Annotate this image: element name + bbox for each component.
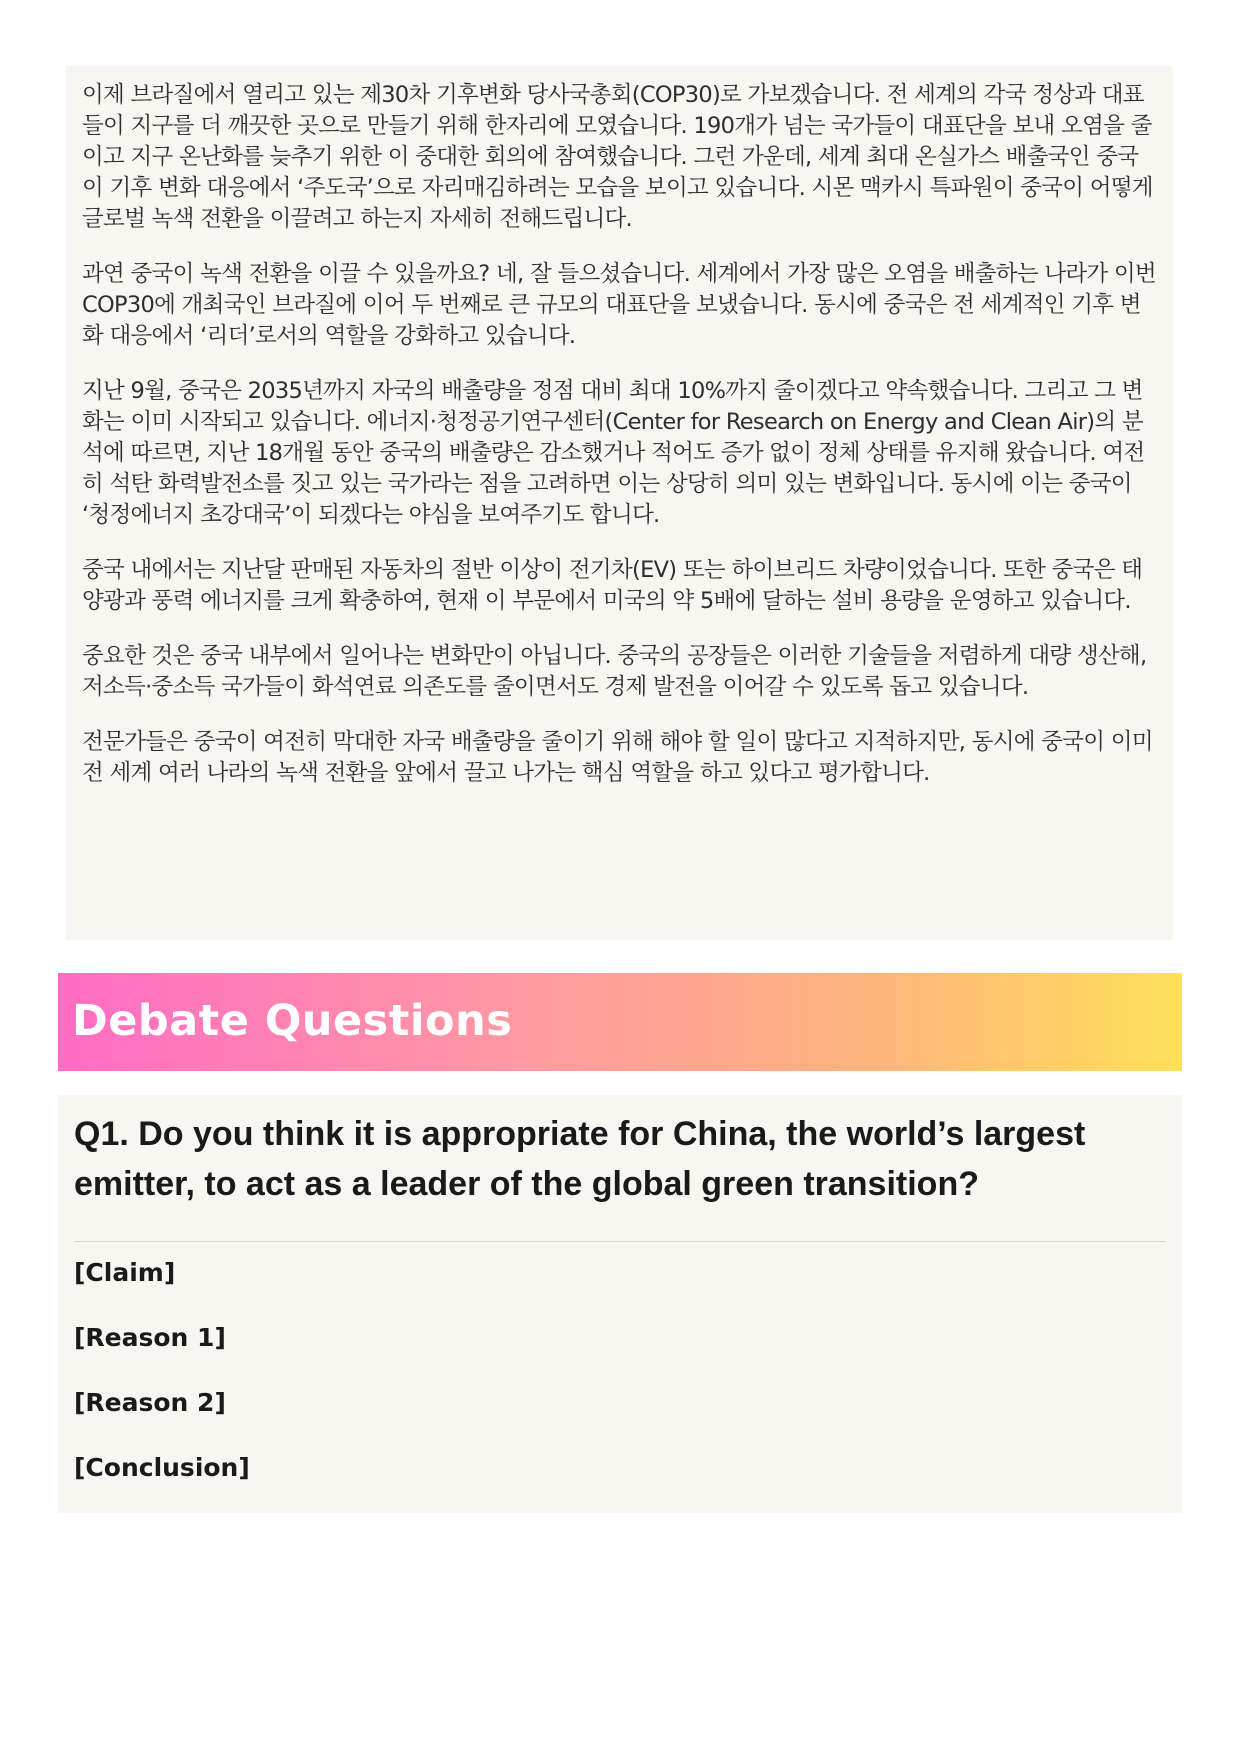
- conclusion-label: [Conclusion]: [74, 1453, 250, 1482]
- debate-banner: [58, 973, 1182, 1071]
- article-paragraph: 과연 중국이 녹색 전환을 이끌 수 있을까요? 네, 잘 들으셨습니다. 세계에서 가장 많은 오염을 배출하는 나라가 이번 COP30에 개최국인 브라질에 이어 두 번째로 큰 규모의 대표단을 보냈습니다. 동시에 중국은 전 세계적인 기후 변화 대응에서 ‘리더’로서의 역할을 강화하고 있습니다.: [82, 261, 1156, 349]
- article-panel: [66, 66, 1173, 940]
- article-paragraph: 중국 내에서는 지난달 판매된 자동차의 절반 이상이 전기차(EV) 또는 하이브리드 차량이었습니다. 또한 중국은 태양광과 풍력 에너지를 크게 확충하여, 현재 이 부문에서 미국의 약 5배에 달하는 설비 용량을 운영하고 있습니다.: [82, 557, 1143, 614]
- question-box: [58, 1095, 1182, 1513]
- article-paragraph: 이제 브라질에서 열리고 있는 제30차 기후변화 당사국총회(COP30)로 가보겠습니다. 전 세계의 각국 정상과 대표들이 지구를 더 깨끗한 곳으로 만들기 위해 한자리에 모였습니다. 190개가 넘는 국가들이 대표단을 보내 오염을 줄이고 지구 온난화를 늦추기 위한 이 중대한 회의에 참여했습니다. 그런 가운데, 세계 최대 온실가스 배출국인 중국이 기후 변화 대응에서 ‘주도국’으로 자리매김하려는 모습을 보이고 있습니다. 시몬 맥카시 특파원이 중국이 어떻게 글로벌 녹색 전환을 이끌려고 하는지 자세히 전해드립니다.: [82, 82, 1153, 232]
- claim-label: [Claim]: [74, 1258, 176, 1287]
- reason-2-label: [Reason 2]: [74, 1388, 226, 1417]
- debate-heading: Debate Questions: [72, 996, 513, 1046]
- article-paragraph: 중요한 것은 중국 내부에서 일어나는 변화만이 아닙니다. 중국의 공장들은 이러한 기술들을 저렴하게 대량 생산해, 저소득·중소득 국가들이 화석연료 의존도를 줄이면서도 경제 발전을 이어갈 수 있도록 돕고 있습니다.: [82, 643, 1147, 700]
- article-paragraph: 전문가들은 중국이 여전히 막대한 자국 배출량을 줄이기 위해 해야 할 일이 많다고 지적하지만, 동시에 중국이 이미 전 세계 여러 나라의 녹색 전환을 앞에서 끌고 나가는 핵심 역할을 하고 있다고 평가합니다.: [82, 729, 1153, 786]
- divider: [74, 1241, 1166, 1242]
- question-text: Q1. Do you think it is appropriate for China, the world’s largest emitter, to act as a leader of the global green transition?: [74, 1115, 1086, 1203]
- article-paragraph: 지난 9월, 중국은 2035년까지 자국의 배출량을 정점 대비 최대 10%까지 줄이겠다고 약속했습니다. 그리고 그 변화는 이미 시작되고 있습니다. 에너지·청정공기연구센터(Center for Research on Energy and Clean Air)의 분석에 따르면, 지난 18개월 동안 중국의 배출량은 감소했거나 적어도 증가 없이 정체 상태를 유지해 왔습니다. 여전히 석탄 화력발전소를 짓고 있는 국가라는 점을 고려하면 이는 상당히 의미 있는 변화입니다. 동시에 이는 중국이 ‘청정에너지 초강대국’이 되겠다는 야심을 보여주기도 합니다.: [82, 378, 1145, 528]
- reason-1-label: [Reason 1]: [74, 1323, 226, 1352]
